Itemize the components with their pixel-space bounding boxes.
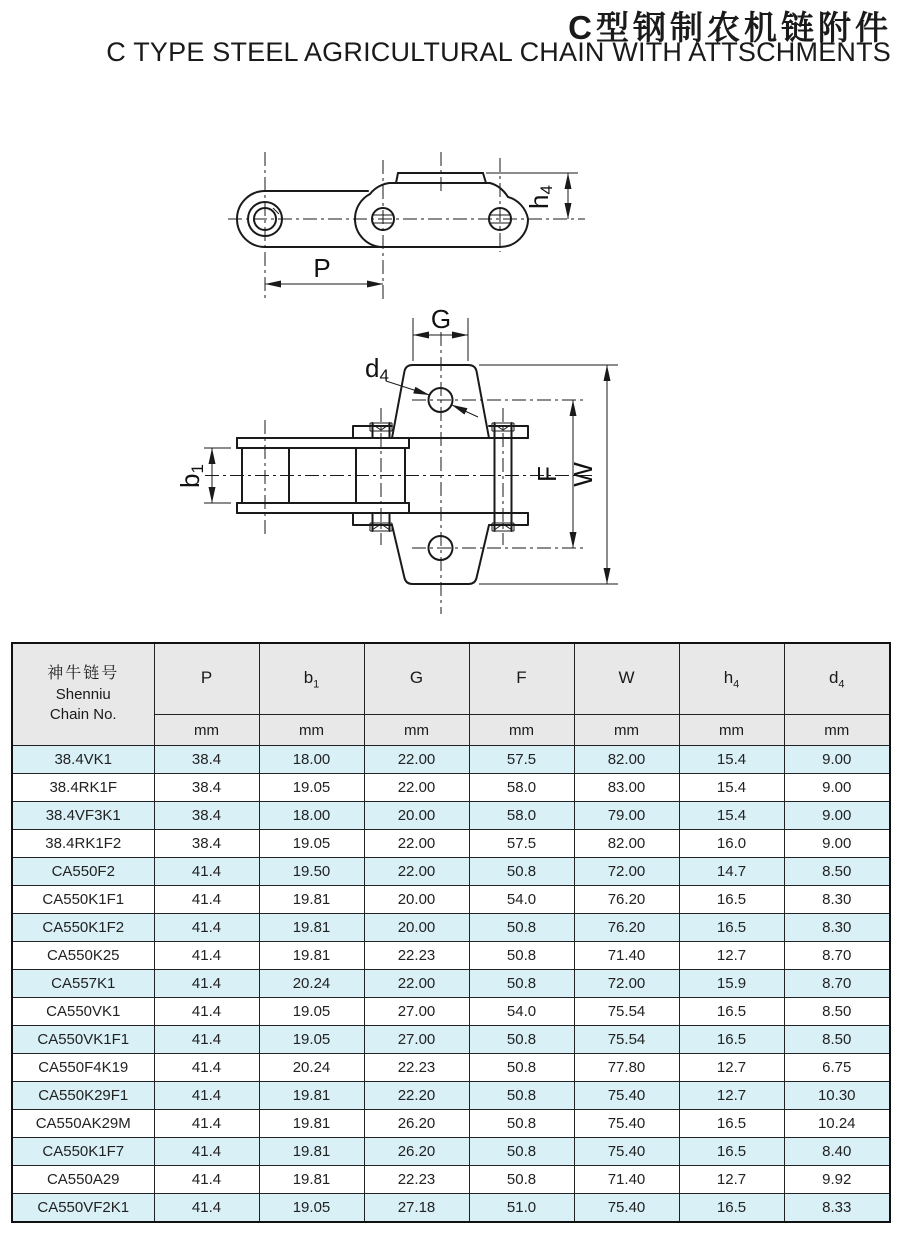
value-cell: 12.7	[679, 1054, 784, 1082]
table-row	[12, 1194, 890, 1223]
value-cell: 16.5	[679, 1194, 784, 1223]
table-row	[12, 774, 890, 802]
value-cell: 26.20	[364, 1138, 469, 1166]
col-header-h4: $h_4$	[679, 643, 784, 715]
value-cell: 19.05	[259, 830, 364, 858]
table-row	[12, 914, 890, 942]
value-cell: 12.7	[679, 1082, 784, 1110]
value-cell: 50.8	[469, 1138, 574, 1166]
value-cell: 38.4	[154, 830, 259, 858]
value-cell: 19.81	[259, 914, 364, 942]
value-cell: 41.4	[154, 970, 259, 998]
value-cell: 50.8	[469, 970, 574, 998]
value-cell: 41.4	[154, 914, 259, 942]
value-cell: 19.05	[259, 1194, 364, 1223]
side-view-drawing	[228, 152, 585, 302]
value-cell: 41.4	[154, 1110, 259, 1138]
value-cell: 82.00	[574, 746, 679, 774]
col-header-b1: $b_1$	[259, 643, 364, 715]
value-cell: 58.0	[469, 802, 574, 830]
value-cell: 41.4	[154, 1138, 259, 1166]
value-cell: 50.8	[469, 1082, 574, 1110]
value-cell: 9.00	[784, 802, 890, 830]
value-cell: 71.40	[574, 942, 679, 970]
chain-no-cell: 38.4RK1F2	[12, 830, 154, 858]
value-cell: 16.5	[679, 914, 784, 942]
chain-no-header-en1: Shenniu	[55, 686, 111, 704]
page-title-english: C TYPE STEEL AGRICULTURAL CHAIN WITH ATTSCHMENTS	[106, 37, 891, 67]
value-cell: 19.81	[259, 1166, 364, 1194]
chain-spec-table	[11, 642, 891, 1223]
value-cell: 22.00	[364, 830, 469, 858]
value-cell: 51.0	[469, 1194, 574, 1223]
chain-no-cell: CA550VK1F1	[12, 1026, 154, 1054]
value-cell: 57.5	[469, 746, 574, 774]
chain-no-cell: CA550F4K19	[12, 1054, 154, 1082]
table-row	[12, 1110, 890, 1138]
value-cell: 41.4	[154, 1026, 259, 1054]
dim-label-g: G	[430, 304, 452, 334]
value-cell: 41.4	[154, 942, 259, 970]
value-cell: 22.00	[364, 774, 469, 802]
value-cell: 16.5	[679, 1110, 784, 1138]
value-cell: 57.5	[469, 830, 574, 858]
front-view-drawing	[175, 304, 618, 614]
value-cell: 41.4	[154, 1054, 259, 1082]
value-cell: 20.24	[259, 970, 364, 998]
value-cell: 75.40	[574, 1082, 679, 1110]
unit-cell: mm	[259, 715, 364, 746]
value-cell: 19.05	[259, 1026, 364, 1054]
unit-cell: mm	[364, 715, 469, 746]
chain-no-cell: CA550K25	[12, 942, 154, 970]
value-cell: 16.5	[679, 998, 784, 1026]
value-cell: 75.40	[574, 1110, 679, 1138]
value-cell: 38.4	[154, 802, 259, 830]
dim-label-b1: b1	[175, 464, 207, 488]
value-cell: 22.23	[364, 1054, 469, 1082]
value-cell: 8.30	[784, 914, 890, 942]
value-cell: 27.00	[364, 998, 469, 1026]
col-header-f: F	[469, 643, 574, 715]
value-cell: 41.4	[154, 998, 259, 1026]
value-cell: 75.40	[574, 1194, 679, 1223]
chain-no-cell: CA550K1F7	[12, 1138, 154, 1166]
value-cell: 9.00	[784, 774, 890, 802]
value-cell: 76.20	[574, 914, 679, 942]
chain-no-header-cn: 神牛链号	[47, 665, 120, 683]
chain-no-cell: CA550K29F1	[12, 1082, 154, 1110]
value-cell: 41.4	[154, 858, 259, 886]
value-cell: 19.81	[259, 1082, 364, 1110]
value-cell: 19.81	[259, 1138, 364, 1166]
table-row	[12, 998, 890, 1026]
value-cell: 50.8	[469, 914, 574, 942]
value-cell: 19.81	[259, 1110, 364, 1138]
value-cell: 15.4	[679, 746, 784, 774]
value-cell: 16.5	[679, 1138, 784, 1166]
unit-cell: mm	[469, 715, 574, 746]
value-cell: 58.0	[469, 774, 574, 802]
table-row	[12, 830, 890, 858]
value-cell: 22.00	[364, 858, 469, 886]
value-cell: 18.00	[259, 746, 364, 774]
chain-no-cell: CA550F2	[12, 858, 154, 886]
value-cell: 8.70	[784, 970, 890, 998]
value-cell: 14.7	[679, 858, 784, 886]
chain-table-body	[12, 746, 890, 1223]
value-cell: 20.00	[364, 914, 469, 942]
value-cell: 50.8	[469, 1110, 574, 1138]
value-cell: 27.18	[364, 1194, 469, 1223]
chain-no-cell: CA550A29	[12, 1166, 154, 1194]
dim-label-h4: h4	[524, 185, 556, 209]
unit-cell: mm	[679, 715, 784, 746]
value-cell: 50.8	[469, 1026, 574, 1054]
chain-no-cell: CA557K1	[12, 970, 154, 998]
table-row	[12, 1166, 890, 1194]
value-cell: 12.7	[679, 942, 784, 970]
table-row	[12, 942, 890, 970]
value-cell: 22.20	[364, 1082, 469, 1110]
value-cell: 8.40	[784, 1138, 890, 1166]
unit-cell: mm	[784, 715, 890, 746]
value-cell: 72.00	[574, 858, 679, 886]
chain-no-cell: CA550AK29M	[12, 1110, 154, 1138]
value-cell: 10.24	[784, 1110, 890, 1138]
col-header-p: P	[154, 643, 259, 715]
value-cell: 72.00	[574, 970, 679, 998]
value-cell: 9.92	[784, 1166, 890, 1194]
value-cell: 50.8	[469, 1054, 574, 1082]
chain-no-cell: 38.4VK1	[12, 746, 154, 774]
value-cell: 82.00	[574, 830, 679, 858]
value-cell: 83.00	[574, 774, 679, 802]
value-cell: 6.75	[784, 1054, 890, 1082]
chain-no-cell: 38.4RK1F	[12, 774, 154, 802]
value-cell: 22.23	[364, 942, 469, 970]
value-cell: 75.54	[574, 1026, 679, 1054]
table-row	[12, 1054, 890, 1082]
col-header-g: G	[364, 643, 469, 715]
unit-cell: mm	[574, 715, 679, 746]
value-cell: 8.50	[784, 858, 890, 886]
value-cell: 8.33	[784, 1194, 890, 1223]
table-row	[12, 858, 890, 886]
chain-no-cell: CA550VF2K1	[12, 1194, 154, 1223]
value-cell: 15.9	[679, 970, 784, 998]
attachment-flange	[370, 183, 508, 197]
value-cell: 26.20	[364, 1110, 469, 1138]
value-cell: 8.50	[784, 998, 890, 1026]
value-cell: 8.30	[784, 886, 890, 914]
chain-no-header	[12, 643, 154, 746]
value-cell: 19.81	[259, 886, 364, 914]
table-row	[12, 1026, 890, 1054]
value-cell: 12.7	[679, 1166, 784, 1194]
value-cell: 20.00	[364, 886, 469, 914]
value-cell: 16.5	[679, 1026, 784, 1054]
value-cell: 77.80	[574, 1054, 679, 1082]
value-cell: 19.05	[259, 774, 364, 802]
dim-label-d4: d4	[365, 353, 389, 385]
table-row	[12, 746, 890, 774]
table-row	[12, 970, 890, 998]
value-cell: 38.4	[154, 746, 259, 774]
value-cell: 22.23	[364, 1166, 469, 1194]
chain-no-cell: 38.4VF3K1	[12, 802, 154, 830]
value-cell: 41.4	[154, 1194, 259, 1223]
value-cell: 76.20	[574, 886, 679, 914]
value-cell: 15.4	[679, 802, 784, 830]
value-cell: 71.40	[574, 1166, 679, 1194]
value-cell: 54.0	[469, 998, 574, 1026]
value-cell: 8.70	[784, 942, 890, 970]
table-row	[12, 1138, 890, 1166]
value-cell: 19.50	[259, 858, 364, 886]
value-cell: 16.0	[679, 830, 784, 858]
table-row	[12, 886, 890, 914]
value-cell: 41.4	[154, 1166, 259, 1194]
value-cell: 54.0	[469, 886, 574, 914]
value-cell: 27.00	[364, 1026, 469, 1054]
value-cell: 15.4	[679, 774, 784, 802]
table-row	[12, 802, 890, 830]
value-cell: 41.4	[154, 1082, 259, 1110]
page-title-chinese: C型钢制农机链附件	[568, 9, 892, 46]
value-cell: 50.8	[469, 942, 574, 970]
chain-no-cell: CA550K1F2	[12, 914, 154, 942]
col-header-d4: $d_4$	[784, 643, 890, 715]
value-cell: 22.00	[364, 970, 469, 998]
value-cell: 20.00	[364, 802, 469, 830]
value-cell: 10.30	[784, 1082, 890, 1110]
unit-cell: mm	[154, 715, 259, 746]
dim-label-w: W	[568, 462, 598, 487]
value-cell: 20.24	[259, 1054, 364, 1082]
value-cell: 18.00	[259, 802, 364, 830]
technical-drawings	[0, 140, 900, 620]
value-cell: 9.00	[784, 830, 890, 858]
value-cell: 16.5	[679, 886, 784, 914]
value-cell: 9.00	[784, 746, 890, 774]
value-cell: 19.05	[259, 998, 364, 1026]
value-cell: 38.4	[154, 774, 259, 802]
value-cell: 79.00	[574, 802, 679, 830]
value-cell: 8.50	[784, 1026, 890, 1054]
chain-no-cell: CA550VK1	[12, 998, 154, 1026]
chain-no-cell: CA550K1F1	[12, 886, 154, 914]
value-cell: 22.00	[364, 746, 469, 774]
col-header-w: W	[574, 643, 679, 715]
value-cell: 50.8	[469, 1166, 574, 1194]
value-cell: 75.54	[574, 998, 679, 1026]
dim-label-p: P	[313, 253, 331, 283]
dim-label-f: F	[532, 466, 562, 482]
value-cell: 50.8	[469, 858, 574, 886]
chain-no-header-en2: Chain No.	[49, 706, 117, 724]
value-cell: 41.4	[154, 886, 259, 914]
value-cell: 19.81	[259, 942, 364, 970]
value-cell: 75.40	[574, 1138, 679, 1166]
table-row	[12, 1082, 890, 1110]
